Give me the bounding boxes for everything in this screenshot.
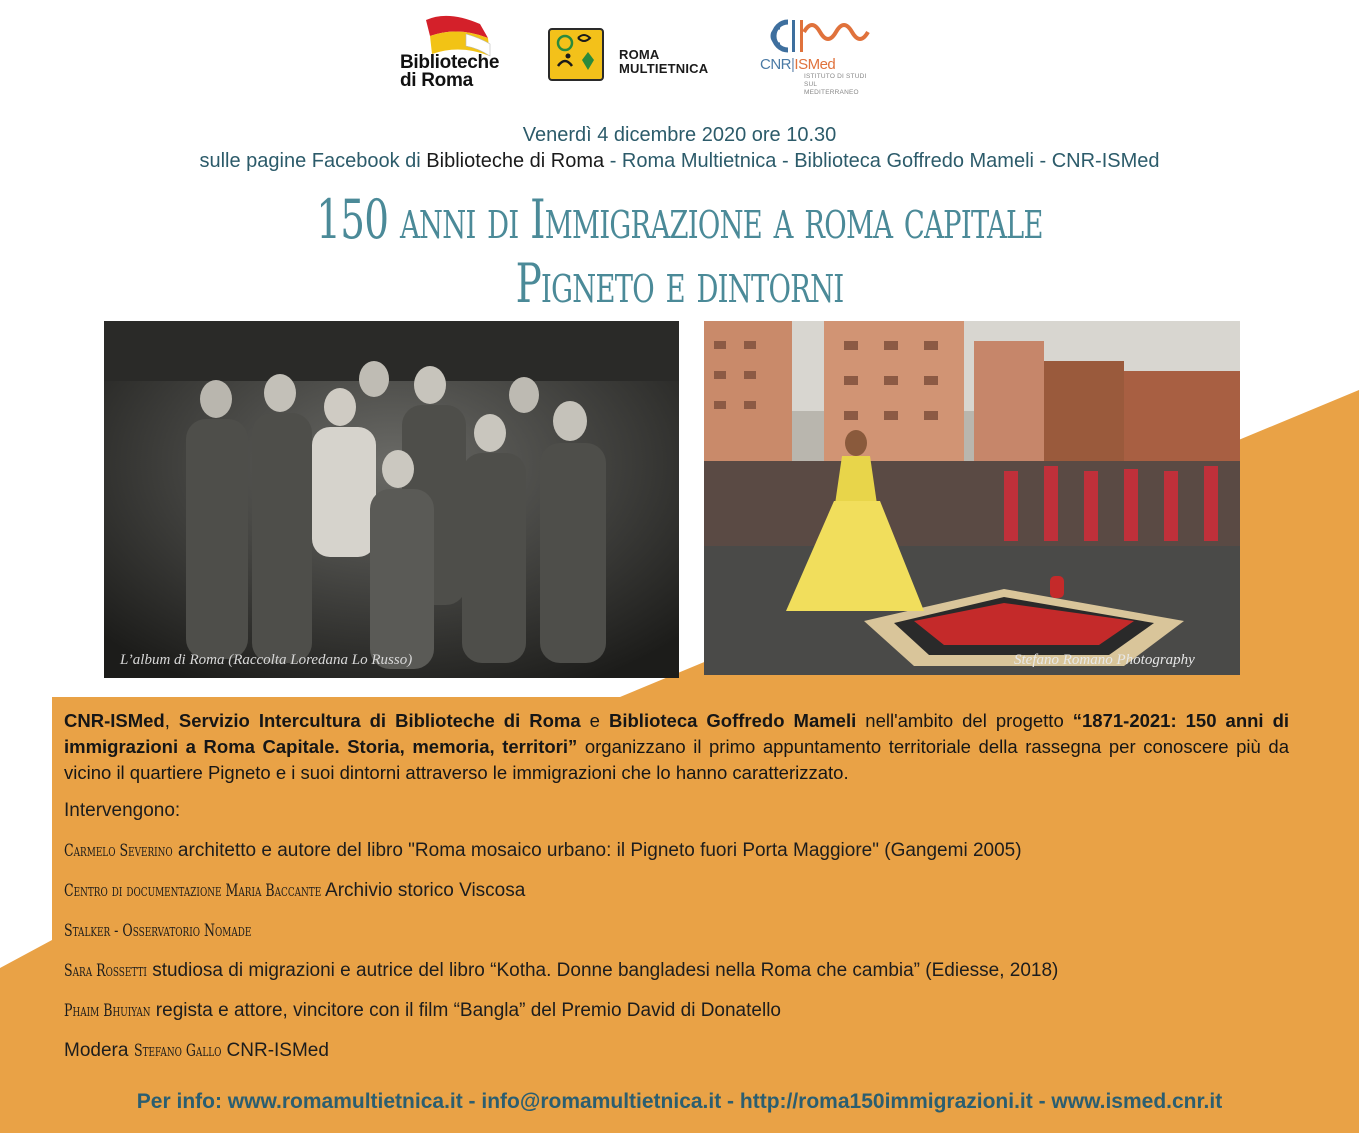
moderator-org: CNR-ISMed [221, 1040, 329, 1061]
dancer-photo [704, 321, 1240, 675]
info-footer[interactable]: Per info: www.romamultietnica.it - info@romamultietnica.it - http://roma150immigrazioni.it - www.ismed.cnr.it [136, 1090, 1223, 1113]
event-date: Venerdì 4 dicembre 2020 ore 10.30 [522, 124, 837, 146]
speaker-row [64, 920, 252, 942]
moderator-label: Modera [64, 1040, 134, 1061]
facebook-pages-line: sulle pagine Facebook di Biblioteche di Roma - Roma Multietnica - Biblioteca Goffredo Mameli - CNR-ISMed [199, 150, 1160, 172]
roma-multietnica-emblem-icon [548, 28, 604, 81]
speaker-name: Carmelo Severino [64, 841, 173, 861]
intro-section [64, 708, 1289, 786]
speaker-description: Archivio storico Viscosa [320, 880, 526, 901]
moderator-row [64, 1040, 329, 1062]
cnr-ismed-logo[interactable] [758, 12, 873, 94]
speakers-heading: Intervengono: [64, 800, 181, 821]
speaker-row [64, 880, 525, 902]
speaker-row [64, 840, 1022, 862]
historic-workers-photo [104, 321, 679, 678]
cnr-ismed-emblem-icon [758, 12, 873, 60]
cnr-ismed-logo-text: CNR|ISMed [760, 56, 836, 73]
dancer-photo-image [704, 321, 1240, 675]
speaker-name: Sara Rossetti [64, 961, 147, 981]
roma-multietnica-logo[interactable] [546, 26, 711, 88]
biblioteche-logo-text: Biblioteche di Roma [400, 52, 500, 91]
speaker-name: Centro di documentazione Maria Baccante [64, 881, 322, 901]
speaker-row [64, 960, 1058, 982]
historic-photo-image [104, 321, 679, 678]
left-photo-caption: L’album di Roma (Raccolta Loredana Lo Russo) [120, 652, 413, 668]
event-title: 150 anni di Immigrazione a roma capitale [316, 188, 1043, 251]
intro-paragraph: CNR-ISMed, Servizio Intercultura di Biblioteche di Roma e Biblioteca Goffredo Mameli nell'ambito del progetto “1871-2021: 150 anni di immigrazioni a Roma Capitale. Storia, memoria, territori” organizzano il primo appuntamento territoriale della rassegna per conoscere più da vicino il quartiere Pigneto e i suoi dintorni attraverso le immigrazioni che lo hanno caratterizzato. [64, 710, 1290, 783]
right-photo-caption: Stefano Romano Photography [1014, 652, 1195, 668]
roma-multietnica-logo-text: ROMA MULTIETNICA [619, 47, 709, 76]
speaker-row [64, 1000, 781, 1022]
speaker-name: Phaim Bhuiyan [64, 1001, 151, 1021]
speaker-name: Stalker - Osservatorio Nomade [64, 921, 252, 941]
event-subtitle: Pigneto e dintorni [515, 252, 844, 315]
speaker-description: architetto e autore del libro "Roma mosaico urbano: il Pigneto fuori Porta Maggiore" (Gangemi 2005) [172, 840, 1022, 861]
biblioteche-di-roma-logo[interactable] [398, 10, 513, 92]
cnr-ismed-logo-subtitle: ISTITUTO DI STUDI SUL MEDITERRANEO [804, 73, 867, 96]
speaker-description: regista e attore, vincitore con il film “Bangla” del Premio David di Donatello [150, 1000, 781, 1021]
speaker-description: studiosa di migrazioni e autrice del libro “Kotha. Donne bangladesi nella Roma che cambia” (Ediesse, 2018) [146, 960, 1059, 981]
moderator-name: Stefano Gallo [133, 1041, 222, 1061]
